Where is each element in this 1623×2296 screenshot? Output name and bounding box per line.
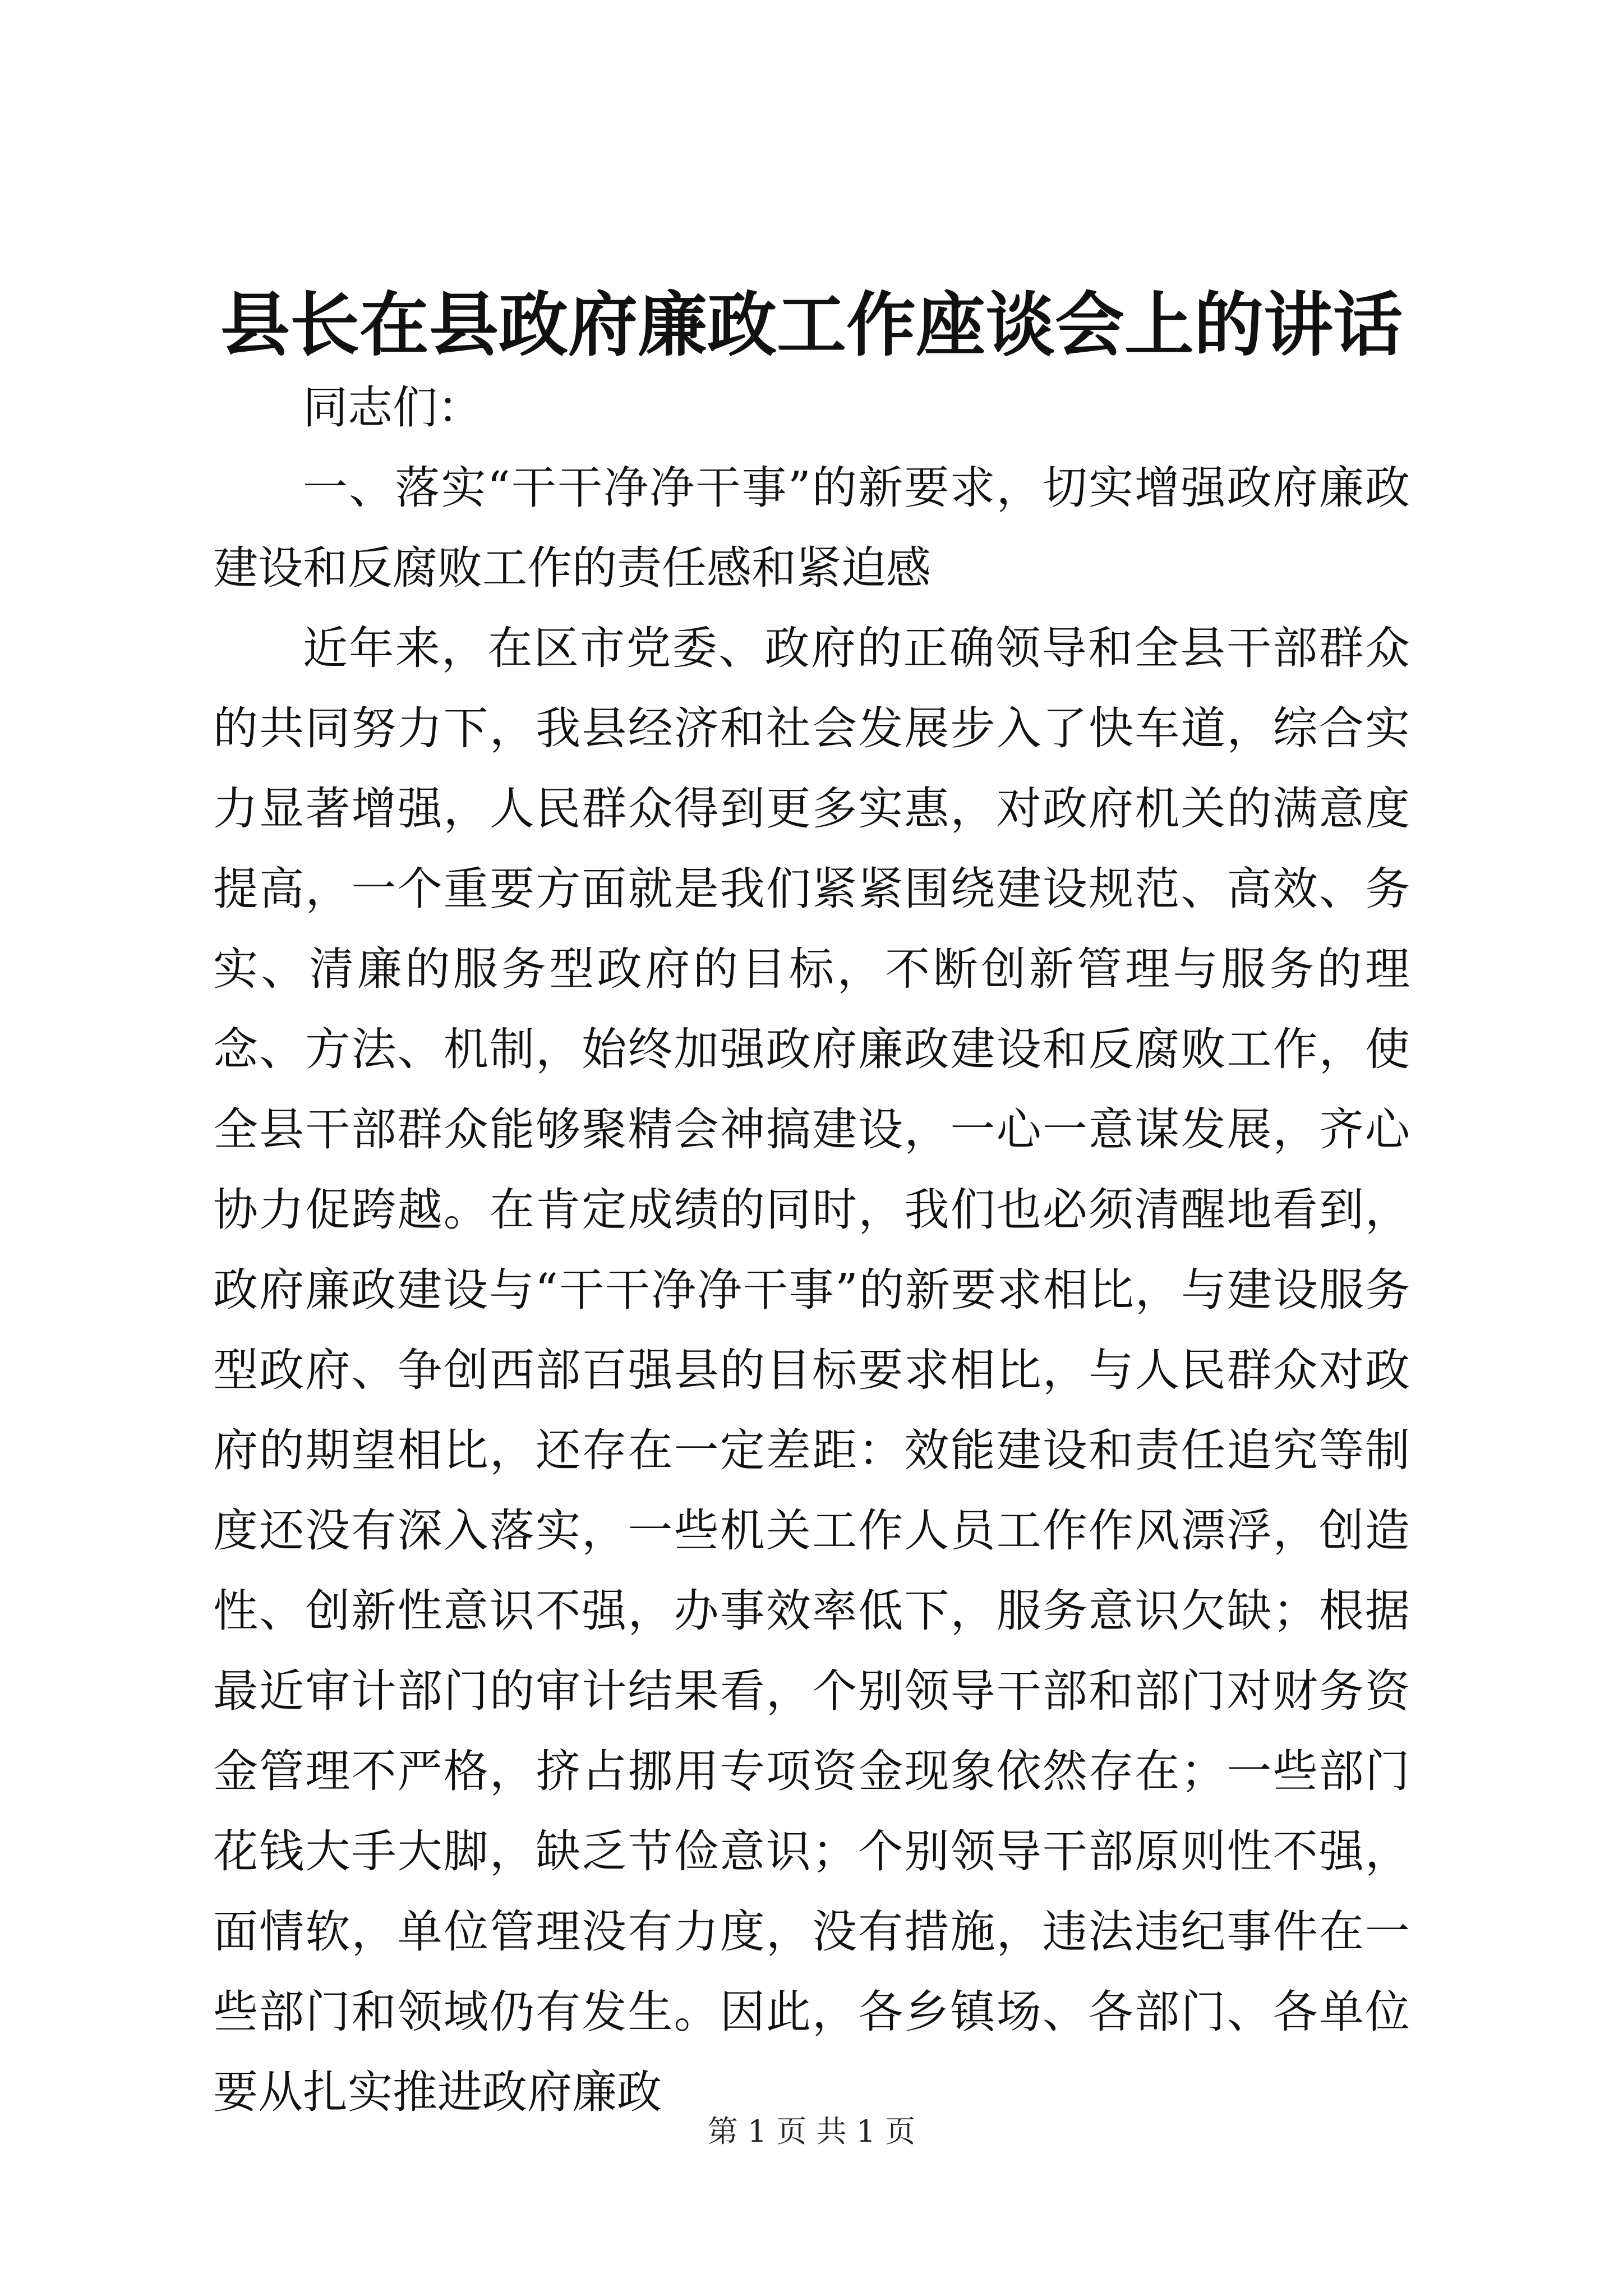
document-body <box>213 367 1410 2132</box>
page-footer: 第 1 页 共 1 页 <box>707 2114 916 2149</box>
greeting: 同志们： <box>303 381 482 434</box>
section-heading: 一、落实“干干净净干事”的新要求，切实增强政府廉政建设和反腐败工作的责任感和紧迫感 <box>213 462 1410 594</box>
body-paragraph: 近年来，在区市党委、政府的正确领导和全县干部群众的共同努力下，我县经济和社会发展步入了快车道，综合实力显著增强，人民群众得到更多实惠，对政府机关的满意度提高，一个重要方面就是我们紧紧围绕建设规范、高效、务实、清廉的服务型政府的目标，不断创新管理与服务的理念、方法、机制，始终加强政府廉政建设和反腐败工作，使全县干部群众能够聚精会神搞建设，一心一意谋发展，齐心协力促跨越。在肯定成绩的同时，我们也必须清醒地看到，政府廉政建设与“干干净净干事”的新要求相比，与建设服务型政府、争创西部百强县的目标要求相比，与人民群众对政府的期望相比，还存在一定差距：效能建设和责任追究等制度还没有深入落实，一些机关工作人员工作作风漂浮，创造性、创新性意识不强，办事效率低下，服务意识欠缺；根据最近审计部门的审计结果看，个别领导干部和部门对财务资金管理不严格，挤占挪用专项资金现象依然存在；一些部门花钱大手大脚，缺乏节俭意识；个别领导干部原则性不强，面情软，单位管理没有力度，没有措施，违法违纪事件在一些部门和领域仍有发生。因此，各乡镇场、各部门、各单位要从扎实推进政府廉政 <box>213 622 1410 2118</box>
document-title: 县长在县政府廉政工作座谈会上的讲话 <box>220 284 1403 366</box>
